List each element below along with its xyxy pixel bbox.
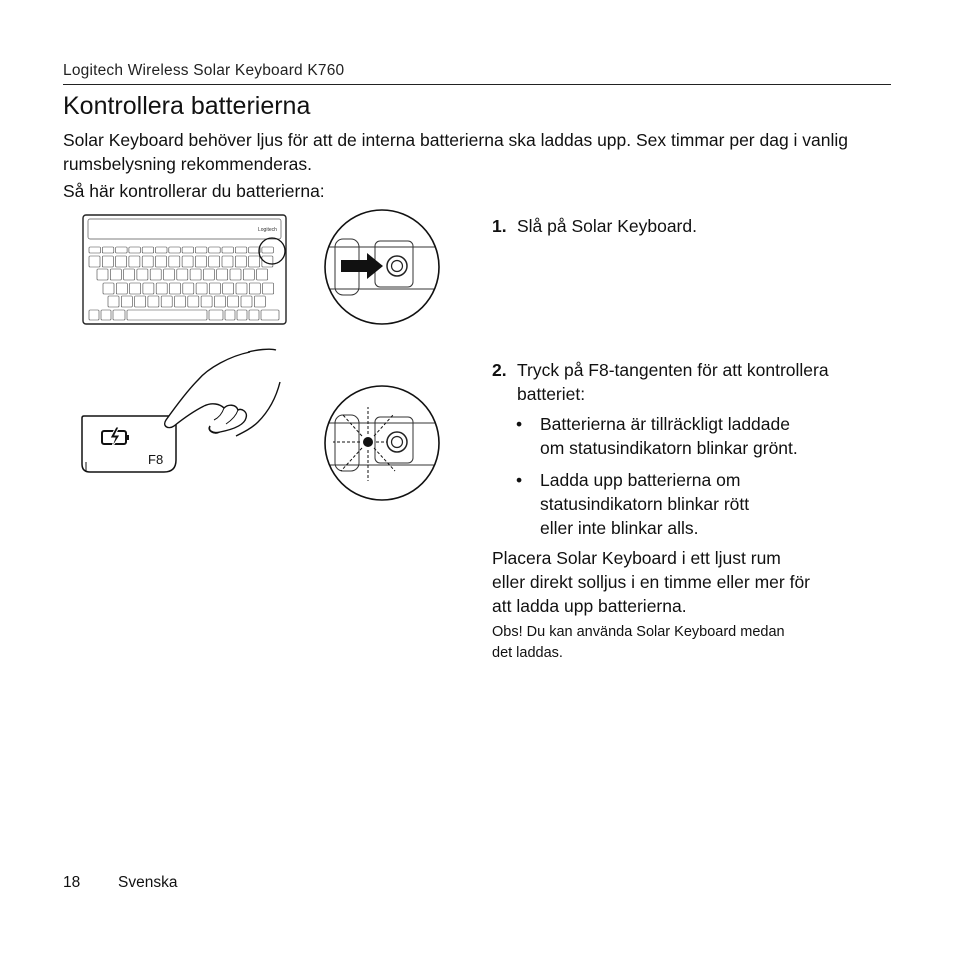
bullet-line: statusindikatorn blinkar rött [540,494,750,514]
step-number: 2. [492,360,507,380]
battery-status-light-icon [323,385,443,503]
keyboard-logo: Logitech [258,227,277,233]
note-line: det laddas. [492,645,563,661]
closing-paragraph [492,546,892,618]
closing-line: att ladda upp batterierna. [492,596,687,616]
bullet-line: eller inte blinkar alls. [540,518,699,538]
list-item [492,412,892,460]
step-text-line-2: batteriet: [517,384,586,404]
step-number: 1. [492,216,507,236]
bullet-marker: • [516,414,523,434]
bullet-marker: • [516,470,523,490]
step-2 [492,358,892,408]
finger-pressing-key-icon [80,346,290,478]
bullet-line: Ladda upp batterierna om [540,470,741,490]
section-title: Kontrollera batterierna [63,92,311,120]
bullet-line: Batterierna är tillräckligt laddade [540,414,790,434]
f8-key-label: F8 [148,452,164,467]
note [492,622,872,664]
note-line: Obs! Du kan använda Solar Keyboard medan [492,624,785,640]
closing-line: eller direkt solljus i en timme eller mer för [492,572,811,592]
lead-sentence: Så här kontrollerar du batterierna: [63,181,325,201]
bullet-list [492,412,892,548]
list-item [492,468,892,540]
page-number: 18 [63,874,81,891]
power-switch-zoom-icon [323,209,443,327]
running-head: Logitech Wireless Solar Keyboard K760 [63,62,345,79]
step-text-line-1: Tryck på F8-tangenten för att kontrollera [517,360,829,380]
closing-line: Placera Solar Keyboard i ett ljust rum [492,548,781,568]
header-rule [63,84,891,85]
bullet-line: om statusindikatorn blinkar grönt. [540,438,798,458]
step-text: Slå på Solar Keyboard. [517,216,697,236]
footer-language: Svenska [118,874,178,891]
intro-paragraph: Solar Keyboard behöver ljus för att de interna batterierna ska laddas upp. Sex timmar per dag i vanlig rumsbelysning rekommenderas. [63,130,849,174]
keyboard-illustration [82,214,288,326]
